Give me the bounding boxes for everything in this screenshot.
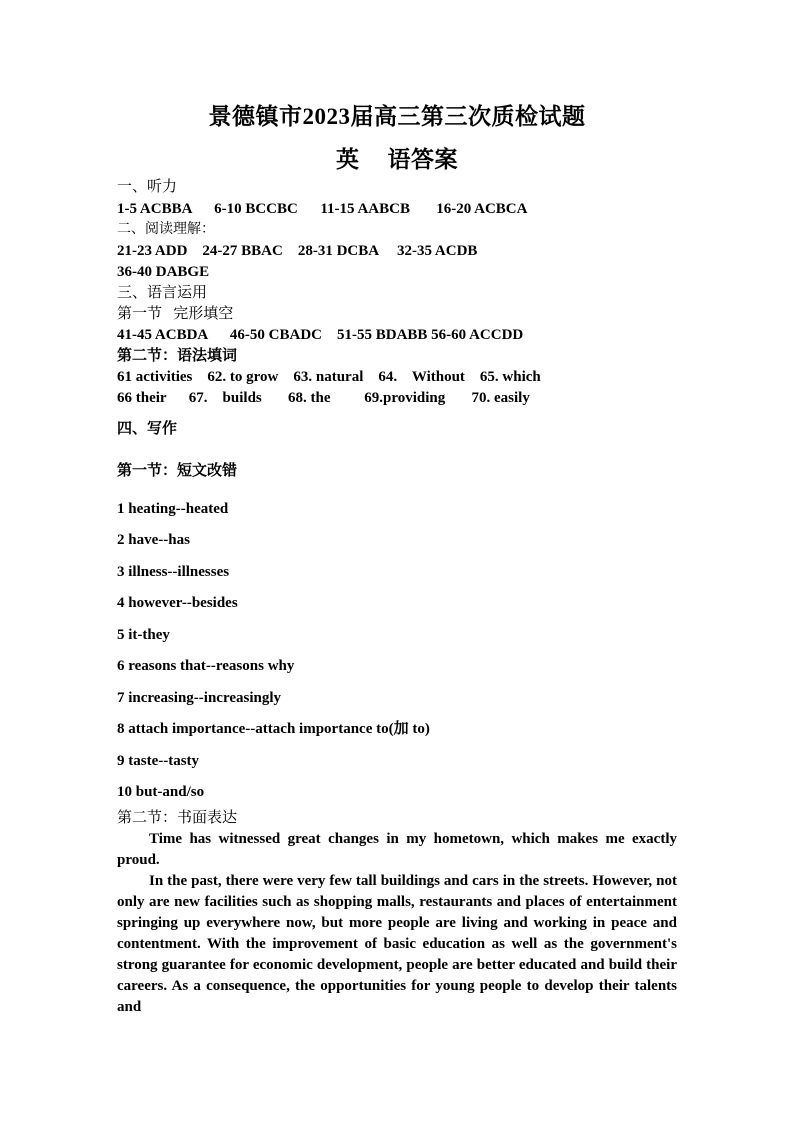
grammar-fill-line1: 61 activities 62. to grow 63. natural 64. Without 65. which [117,369,541,385]
written-expression-heading: 第二节：书面表达 [117,810,238,826]
correction-item: 9 taste--tasty [117,753,200,769]
correction-item: 8 attach importance--attach importance to(加 to) [117,721,430,737]
correction-item: 1 heating--heated [117,501,229,517]
correction-item: 3 illness--illnesses [117,564,230,580]
cloze-heading: 第一节 完形填空 [117,306,234,322]
correction-item: 6 reasons that--reasons why [117,658,295,674]
essay-body [117,829,677,1018]
subtitle-part2: 语答案 [387,147,458,172]
grammar-fill-line2: 66 their 67. builds 68. the 69.providing 70. easily [117,390,530,406]
essay-paragraph-1: Time has witnessed great changes in my hometown, which makes me exactly proud. [117,831,677,868]
document-subtitle [0,141,794,174]
correction-item: 10 but-and/so [117,784,205,800]
reading-answers-line2: 36-40 DABGE [117,264,210,280]
correction-item: 7 increasing--increasingly [117,690,282,706]
document-title: 景德镇市2023届高三第三次质检试题 [208,104,586,129]
listening-heading: 一、听力 [117,179,178,195]
correction-item: 4 however--besides [117,595,238,611]
cloze-answers: 41-45 ACBDA 46-50 CBADC 51-55 BDABB 56-60 ACCDD [117,327,524,343]
language-use-heading: 三、语言运用 [117,285,208,301]
correction-item: 2 have--has [117,532,190,548]
essay-paragraph-2: In the past, there were very few tall buildings and cars in the streets. However, not only are new facilities such as shopping malls, restaurants and places of entertainment springing up everywhere now, but more people are living and working in peace and contentment. With the improvement of basic education as well as the government's strong guarantee for economic development, people are better educated and build their careers. As a consequence, the opportunities for young people to develop their talents and [117,873,677,1015]
correction-item: 5 it-they [117,627,170,643]
reading-heading: 二、阅读理解： [117,222,215,237]
subtitle-part1: 英 [336,147,360,172]
error-correction-heading: 第一节：短文改错 [117,463,238,479]
grammar-fill-heading: 第二节：语法填词 [117,348,238,364]
listening-answers: 1-5 ACBBA 6-10 BCCBC 11-15 AABCB 16-20 ACBCA [117,201,528,217]
reading-answers-line1: 21-23 ADD 24-27 BBAC 28-31 DCBA 32-35 ACDB [117,243,478,259]
writing-heading: 四、写作 [117,421,178,437]
